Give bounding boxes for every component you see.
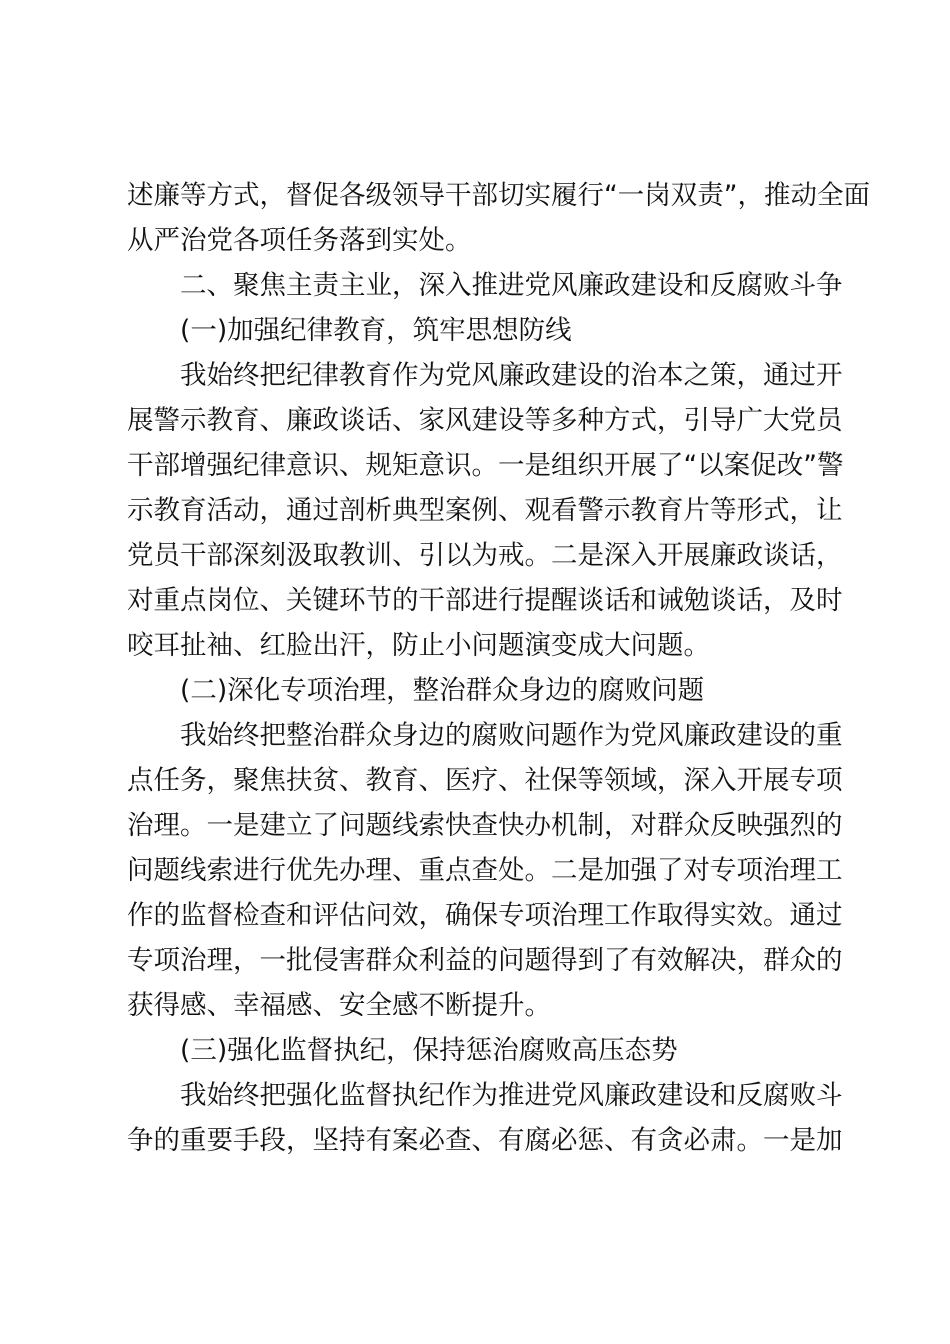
- body-text-line: 展警示教育、廉政谈话、家风建设等多种方式，引导广大党员: [127, 405, 843, 436]
- body-text-line: 点任务，聚焦扶贫、教育、医疗、社保等领域，深入开展专项: [127, 765, 843, 796]
- paragraph-first-line: 我始终把纪律教育作为党风廉政建设的治本之策，通过开: [180, 360, 843, 391]
- body-text-line: 干部增强纪律意识、规矩意识。一是组织开展了“以案促改”警: [127, 450, 844, 481]
- body-text-line: 专项治理，一批侵害群众利益的问题得到了有效解决，群众的: [127, 945, 843, 976]
- body-text-line: 作的监督检查和评估问效，确保专项治理工作取得实效。通过: [127, 900, 843, 931]
- body-text-line: 党员干部深刻汲取教训、引以为戒。二是深入开展廉政谈话，: [127, 540, 843, 571]
- subsection-heading: (一)加强纪律教育，筑牢思想防线: [180, 315, 572, 346]
- body-text-line: 对重点岗位、关键环节的干部进行提醒谈话和诫勉谈话，及时: [127, 585, 843, 616]
- subsection-heading: (三)强化监督执纪，保持惩治腐败高压态势: [180, 1035, 678, 1066]
- body-text-line: 述廉等方式，督促各级领导干部切实履行“一岗双责”，推动全面: [127, 180, 870, 211]
- paragraph-first-line: 我始终把整治群众身边的腐败问题作为党风廉政建设的重: [180, 720, 843, 751]
- body-text-line: 治理。一是建立了问题线索快查快办机制，对群众反映强烈的: [127, 810, 843, 841]
- body-text-line: 问题线索进行优先办理、重点查处。二是加强了对专项治理工: [127, 855, 843, 886]
- body-text-line: 咬耳扯袖、红脸出汗，防止小问题演变成大问题。: [127, 630, 710, 661]
- section-heading: 二、聚焦主责主业，深入推进党风廉政建设和反腐败斗争: [180, 270, 843, 301]
- body-text-line: 争的重要手段，坚持有案必查、有腐必惩、有贪必肃。一是加: [127, 1125, 843, 1156]
- paragraph-first-line: 我始终把强化监督执纪作为推进党风廉政建设和反腐败斗: [180, 1080, 843, 1111]
- body-text-line: 从严治党各项任务落到实处。: [127, 225, 472, 256]
- body-text-line: 示教育活动，通过剖析典型案例、观看警示教育片等形式，让: [127, 495, 843, 526]
- subsection-heading: (二)深化专项治理，整治群众身边的腐败问题: [180, 675, 705, 706]
- body-text-line: 获得感、幸福感、安全感不断提升。: [127, 990, 551, 1021]
